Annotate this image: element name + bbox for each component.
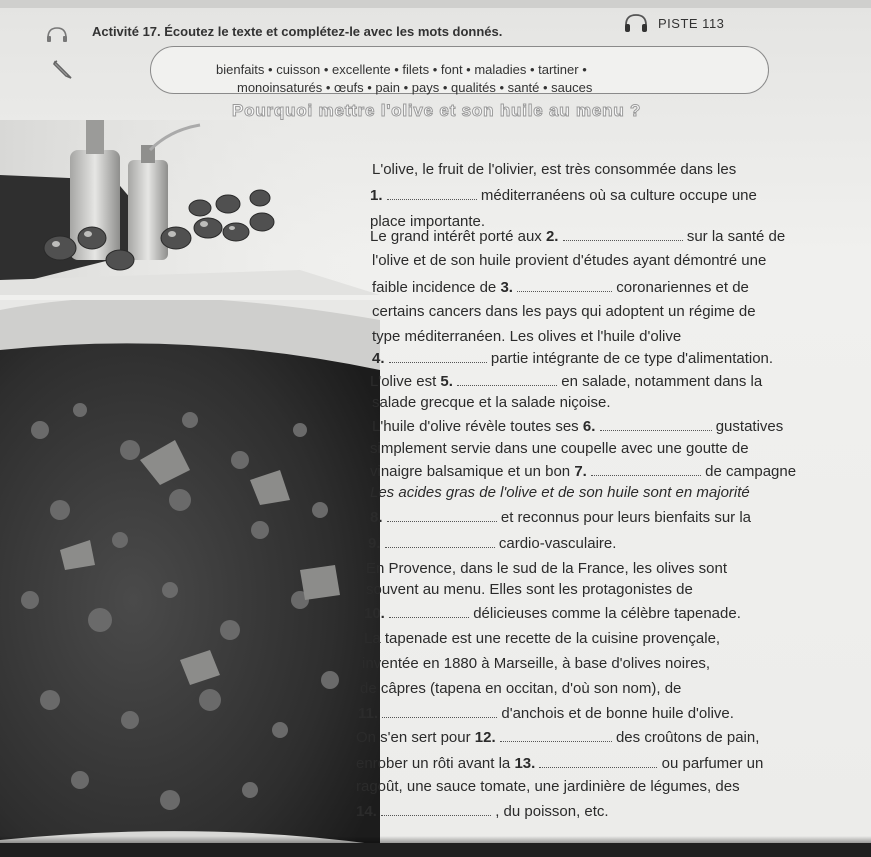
text-line [372,161,736,179]
text-line-prefix: En Provence, dans le sud de la France, les olives sont [366,560,728,577]
answer-blank[interactable] [563,228,683,241]
text-line-suffix: partie intégrante de ce type d'alimentation. [490,350,774,367]
text-line-prefix: faible incidence de [372,279,497,296]
text-line-prefix: La tapenade est une recette de la cuisine provençale, [364,630,721,647]
activity-title: Activité 17. Écoutez le texte et complétez-le avec les mots donnés. [92,24,503,39]
text-line [356,778,740,796]
text-line [356,755,763,773]
answer-blank[interactable] [457,373,557,386]
section-title: Pourquoi mettre l'olive et son huile au menu ? [232,101,642,120]
text-line-prefix: souvent au menu. Elles sont les protagonistes de [366,581,693,598]
blank-number: 1. [370,187,383,204]
text-line-suffix: des croûtons de pain, [615,729,760,746]
text-line [372,418,783,436]
text-line [370,484,750,502]
text-line-prefix: type méditerranéen. Les olives et l'huile d'olive [372,328,682,345]
answer-blank[interactable] [387,509,497,522]
text-line [358,705,734,723]
text-line-prefix: place importante. [370,213,486,230]
blank-number: 3. [500,279,513,296]
text-line-prefix: Le grand intérêt porté aux [370,228,542,245]
blank-number: 10. [364,605,385,622]
text-line [356,729,759,747]
text-line-suffix: , du poisson, etc. [495,803,609,820]
text-line [370,228,785,246]
text-line-prefix: l'olive et de son huile provient d'études ayant démontré une [372,252,767,269]
answer-blank[interactable] [600,418,712,431]
text-line-prefix: de câpres (tapena en occitan, d'où son nom), de [360,680,682,697]
text-line-suffix: gustatives [715,418,784,435]
word-bank-line-1: bienfaits • cuisson • excellente • filets • font • maladies • tartiner • [216,62,587,77]
text-line-prefix: Les acides gras de l'olive et de son huile sont en majorité [370,484,750,501]
text-line-suffix: cardio-vasculaire. [498,535,617,552]
answer-blank[interactable] [500,729,612,742]
text-line [356,803,609,821]
text-line [366,560,727,578]
text-line [370,463,796,481]
answer-blank[interactable] [387,187,477,200]
text-line [362,655,710,673]
blank-number: 4. [372,350,385,367]
text-line-suffix: sur la santé de [686,228,786,245]
answer-blank[interactable] [517,279,612,292]
text-line-prefix: L'olive est [370,373,437,390]
text-line-suffix: ou parfumer un [661,755,764,772]
text-line [372,350,773,368]
blank-number: 9. [368,535,381,552]
track-label: PISTE 113 [658,16,725,31]
blank-number: 14. [356,803,377,820]
text-line-prefix: L'olive, le fruit de l'olivier, est très consommée dans les [372,161,737,178]
text-line-suffix: coronariennes et de [616,279,749,296]
text-line-suffix: et reconnus pour leurs bienfaits sur la [500,509,751,526]
answer-blank[interactable] [389,350,487,363]
blank-number: 2. [545,228,559,245]
blank-number: 5. [440,373,453,390]
text-line [370,509,751,527]
answer-blank[interactable] [381,803,491,816]
blank-number: 11. [358,705,379,722]
answer-blank[interactable] [382,705,497,718]
text-line-prefix: enrober un rôti avant la [356,755,511,772]
text-line [372,303,756,321]
text-line [372,252,766,270]
blank-number: 8. [370,509,383,526]
text-line-suffix: d'anchois et de bonne huile d'olive. [501,705,734,722]
word-bank-line-2: monoinsaturés • œufs • pain • pays • qualités • santé • sauces [237,80,593,95]
text-line-prefix: certains cancers dans les pays qui adoptent un régime de [372,303,756,320]
text-line-suffix: de campagne [705,463,797,480]
text-line [368,535,616,553]
text-line [360,680,681,698]
text-line [372,279,749,297]
text-line-prefix: ragoût, une sauce tomate, une jardinière de légumes, des [356,778,740,795]
answer-blank[interactable] [591,463,701,476]
text-line-prefix: L'huile d'olive révèle toutes ses [372,418,579,435]
text-line-prefix: simplement servie dans une coupelle avec une goutte de [370,440,749,457]
text-line [364,605,741,623]
text-line-prefix: vinaigre balsamique et un bon [370,463,571,480]
text-line [372,328,681,346]
text-line [366,581,693,599]
blank-number: 13. [514,755,536,772]
page-bottom-edge [0,843,871,857]
blank-number: 6. [582,418,596,435]
answer-blank[interactable] [389,605,469,618]
text-line-prefix: On s'en sert pour [356,729,471,746]
text-line [364,630,720,648]
answer-blank[interactable] [385,535,495,548]
blank-number: 12. [474,729,496,746]
text-line [372,394,611,412]
text-line-suffix: méditerranéens où sa culture occupe une [480,187,757,204]
text-line-prefix: salade grecque et la salade niçoise. [372,394,611,411]
text-line-suffix: délicieuses comme la célèbre tapenade. [473,605,741,622]
answer-blank[interactable] [539,755,657,768]
text-line-prefix: inventée en 1880 à Marseille, à base d'olives noires, [362,655,711,672]
blank-number: 7. [574,463,587,480]
text-line [370,187,757,205]
text-line [370,440,749,458]
text-line [370,373,762,391]
text-line-suffix: en salade, notamment dans la [561,373,763,390]
